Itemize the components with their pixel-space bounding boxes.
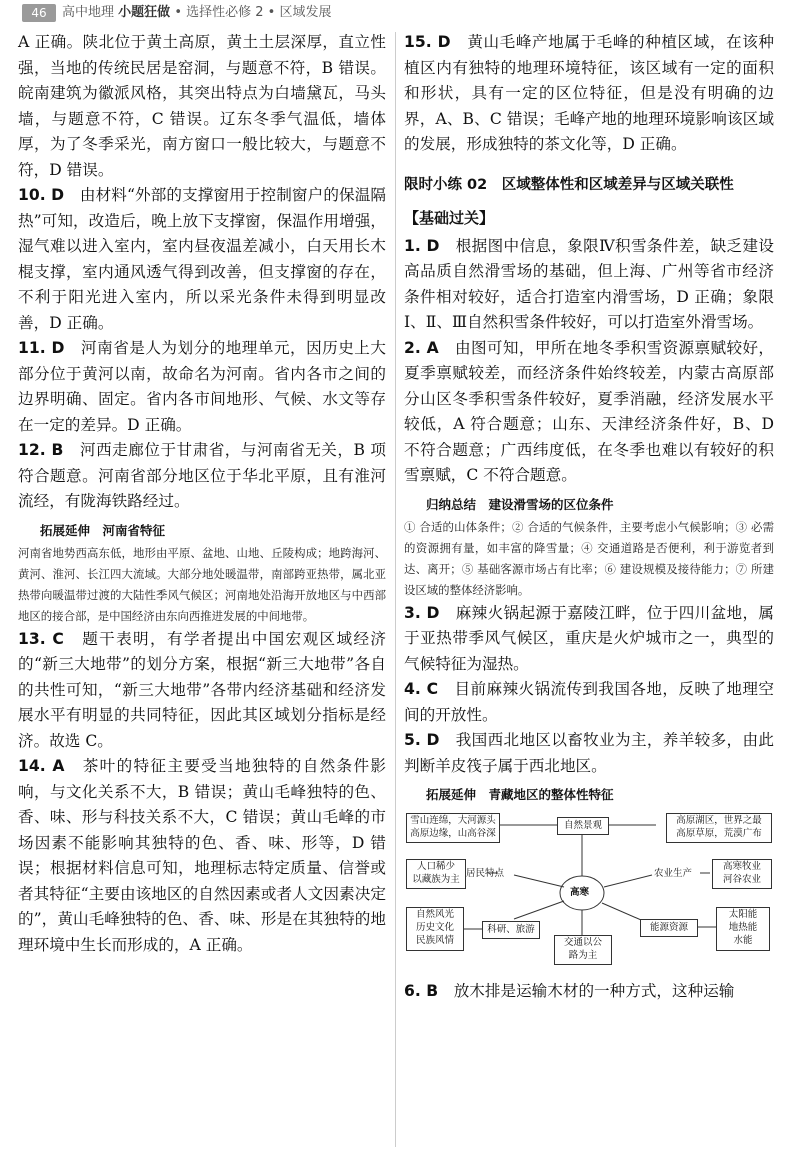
node-center-cold: 高寒 <box>570 887 590 898</box>
extension-text-henan: 河南省地势西高东低，地形由平原、盆地、山地、丘陵构成；地跨海河、黄河、淮河、长江四大流域。大部分地处暖温带，南部跨亚热带，属北亚热带向暖温带过渡的大陆性季风气候区；河南地处沿海开放地区与中西部地区的接合部，是中国经济由东向西推进发展的中间地带。 <box>18 545 386 623</box>
node-energy-line3: 水能 <box>733 935 753 946</box>
node-tourism-line1: 自然风光 <box>415 909 454 920</box>
node-top-left-line1: 雪山连绵，大河源头 <box>410 815 496 826</box>
right-column <box>404 30 774 1005</box>
column-divider <box>395 32 396 1147</box>
node-energy-resources: 能源资源 <box>640 919 698 937</box>
node-research-tourism: 科研、旅游 <box>482 921 540 939</box>
answer-14 <box>18 754 386 958</box>
header-brand-logo: 小题狂做 <box>118 5 171 20</box>
node-population <box>406 859 466 889</box>
node-top-right <box>666 813 772 843</box>
page-number: 46 <box>22 4 56 22</box>
answer-r5 <box>404 728 774 779</box>
node-traffic <box>554 935 612 965</box>
answer-r1 <box>404 234 774 336</box>
answer-10-number: 10. D <box>18 186 65 204</box>
extension-title-henan: 拓展延伸 河南省特征 <box>40 522 166 538</box>
answer-r6 <box>404 979 774 1005</box>
node-energy-line2: 地热能 <box>728 922 758 933</box>
answer-r1-number: 1. D <box>404 236 440 255</box>
node-tourism-resources <box>406 907 464 951</box>
node-agri-line2: 河谷农业 <box>722 874 761 885</box>
node-agriculture: 农业生产 <box>654 868 693 879</box>
header-book: • 选择性必修 2 • 区域发展 <box>174 5 332 20</box>
header-subject: 高中地理 <box>62 5 115 20</box>
answer-14-number: 14. A <box>18 757 65 775</box>
answer-r1-text: 根据图中信息，象限Ⅳ积雪条件差，缺乏建设高品质自然滑雪场的基础，但上海、广州等省市经济条件相对较好，适合打造室内滑雪场，D 正确；象限Ⅰ、Ⅱ、Ⅲ自然积雪条件较好，可以打造室外滑雪场。 <box>404 236 774 331</box>
tibet-diagram <box>404 807 774 975</box>
answer-12 <box>18 438 386 515</box>
node-agri-line1: 高寒牧业 <box>722 861 761 872</box>
node-energy-types <box>716 907 770 951</box>
left-column <box>18 30 386 958</box>
extension-title-tibet: 拓展延伸 青藏地区的整体性特征 <box>426 787 614 802</box>
answer-r3-text: 麻辣火锅起源于嘉陵江畔，位于四川盆地，属于亚热带季风气候区，重庆是火炉城市之一，典型的气候特征为湿热。 <box>404 603 774 673</box>
node-energy-line1: 太阳能 <box>728 909 758 920</box>
answer-11 <box>18 336 386 438</box>
node-agri-types <box>712 859 772 889</box>
answer-r5-text: 我国西北地区以畜牧业为主，养羊较多，由此判断羊皮筏子属于西北地区。 <box>404 731 774 775</box>
subsection-title: 【基础过关】 <box>404 208 495 227</box>
node-tourism-line3: 民族风情 <box>415 935 454 946</box>
answer-15-text: 黄山毛峰产地属于毛峰的种植区域，在该种植区内有独特的地理环境特征，该区域有一定的面积和形状，具有一定的区位特征，但是没有明确的边界，A、B、C 错误；毛峰产地的地理环境影响该区域的发展，形成独特的茶文化等，D 正确。 <box>404 33 774 153</box>
node-tourism-line2: 历史文化 <box>415 922 454 933</box>
node-population-line2: 以藏族为主 <box>412 874 460 885</box>
answer-r4-text: 目前麻辣火锅流传到我国各地，反映了地理空间的开放性。 <box>404 680 774 724</box>
answer-r4 <box>404 677 774 728</box>
answer-13-number: 13. C <box>18 629 64 648</box>
answer-11-text: 河南省是人为划分的地理单元，因历史上大部分位于黄河以南，故命名为河南。省内各市之间的边界明确、固定。省内各市间地形、气候、水文等存在一定的差异。D 正确。 <box>18 339 386 434</box>
answer-15-number: 15. D <box>404 33 451 51</box>
answer-continuation: A 正确。陕北位于黄土高原，黄土土层深厚，直立性强，当地的传统民居是窑洞，与题意不符，B 错误。皖南建筑为徽派风格，其突出特点为白墙黛瓦，马头墙，与题意不符，C 错误。辽东冬季气温低，墙体厚，为了冬季采光，南方窗口一般比较大，与题意不符，D 错误。 <box>18 33 386 179</box>
answer-12-number: 12. B <box>18 441 64 459</box>
header-title <box>62 4 331 22</box>
node-natural-landscape: 自然景观 <box>557 817 609 835</box>
node-traffic-line1: 交通以公 <box>563 937 602 948</box>
answer-15 <box>404 30 774 158</box>
answer-r5-number: 5. D <box>404 731 440 749</box>
answer-13 <box>18 627 386 755</box>
node-population-line1: 人口稀少 <box>416 861 455 872</box>
node-top-right-line1: 高原湖区，世界之最 <box>676 815 762 826</box>
node-top-left <box>406 813 500 843</box>
node-top-left-line2: 高原边缘，山高谷深 <box>410 828 496 839</box>
section-title: 限时小练 02 区域整体性和区域差异与区域关联性 <box>404 176 734 193</box>
answer-r2-text: 由图可知，甲所在地冬季积雪资源禀赋较好，夏季禀赋较差，而经济条件始终较差，内蒙古高原部分山区冬季积雪条件较好，夏季消融，经济发展水平较低，A 符合题意；山东、天津经济条件好，B、D 不符合题意；广西纬度低，在冬季也难以有较好的积雪禀赋，C 不符合题意。 <box>404 338 774 484</box>
answer-10-text: 由材料“外部的支撑窗用于控制窗户的保温隔热”可知，改造后，晚上放下支撑窗，保温作用增强，湿气难以进入室内，室内昼夜温差减小，白天用长木棍支撑，室内通风透气得到改善，但支撑窗的存在，不利于阳光进入室内，所以采光条件未得到明显改善，D 正确。 <box>18 186 386 332</box>
summary-text: ① 合适的山体条件；② 合适的气候条件，主要考虑小气候影响；③ 必需的资源拥有量，如丰富的降雪量；④ 交通道路是否便利，利于游览者到达、离开；⑤ 基础客源市场占有比率；⑥ 建设规模及接待能力；⑦ 所建设区域的整体经济影响。 <box>404 519 774 597</box>
answer-r2-number: 2. A <box>404 338 439 357</box>
node-traffic-line2: 路为主 <box>568 950 598 961</box>
node-top-right-line2: 高原草原，荒漠广布 <box>676 828 762 839</box>
node-resident-features: 居民特点 <box>466 868 505 879</box>
answer-r3 <box>404 601 774 678</box>
page-header <box>0 0 790 26</box>
summary-title: 归纳总结 建设滑雪场的区位条件 <box>426 496 614 512</box>
answer-r3-number: 3. D <box>404 603 440 622</box>
answer-10 <box>18 183 386 336</box>
answer-r4-number: 4. C <box>404 680 439 698</box>
answer-r2 <box>404 336 774 489</box>
answer-r6-number: 6. B <box>404 982 439 1000</box>
answer-11-number: 11. D <box>18 339 65 357</box>
answer-14-text: 茶叶的特征主要受当地独特的自然条件影响，与文化关系不大，B 错误；黄山毛峰独特的色、香、味、形与科技关系不大，C 错误；黄山毛峰的市场因素不能影响其独特的色、香、味、形等，D 错误；根据材料信息可知，地理标志特定质量、信誉或者其特征“主要由该地区的自然因素或者人文因素决定的”，黄山毛峰独特的色、香、味、形是在其独特的地理环境中生长而形成的，A 正确。 <box>18 757 386 954</box>
answer-13-text: 题干表明，有学者提出中国宏观区域经济的“新三大地带”的划分方案，根据“新三大地带”各自的共性可知，“新三大地带”各带内经济基础和经济发展水平有明显的共同特征，因此其区域划分指标是经济。故选 C。 <box>18 629 386 750</box>
answer-r6-text: 放木排是运输木材的一种方式，这种运输 <box>453 982 735 1000</box>
answer-12-text: 河西走廊位于甘肃省，与河南省无关，B 项符合题意。河南省部分地区位于华北平原，且有淮河流经，有陇海铁路经过。 <box>18 441 386 510</box>
